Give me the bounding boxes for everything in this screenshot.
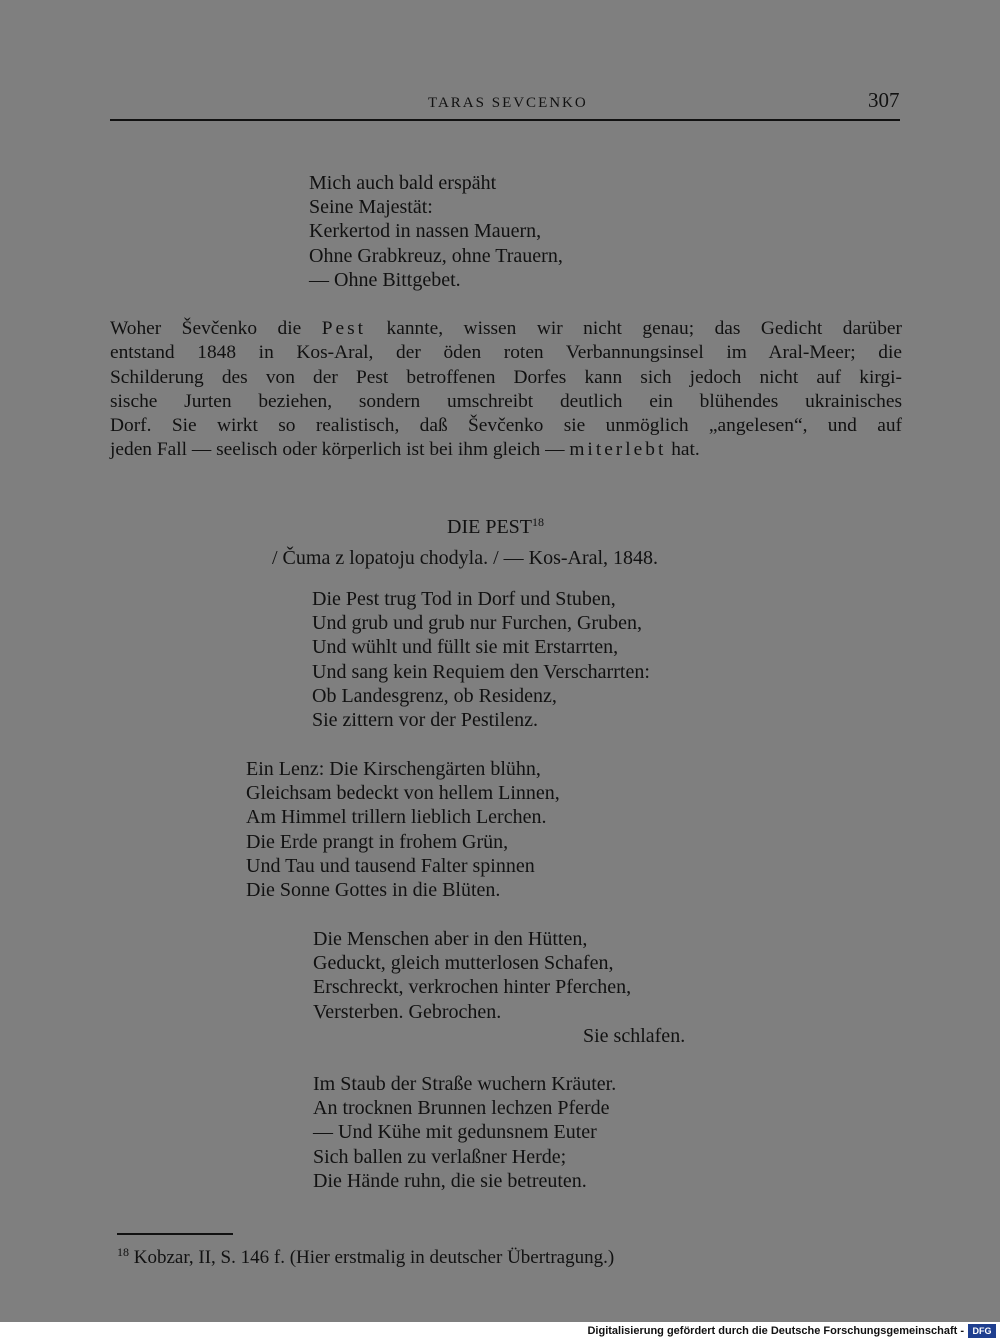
verse-line: Im Staub der Straße wuchern Kräuter. [313, 1073, 617, 1095]
poem-stanza-2 [246, 757, 560, 902]
spaced-word: miterlebt [569, 439, 667, 461]
verse-line: Ein Lenz: Die Kirschengärten blühn, [246, 758, 541, 780]
verse-line: — Und Kühe mit gedunsnem Euter [313, 1121, 597, 1144]
prose-line: sische Jurten beziehen, sondern umschreibt deutlich ein blühendes ukrainisches [110, 390, 902, 412]
footnote-number: 18 [117, 1245, 129, 1259]
verse-line: Ohne Grabkreuz, ohne Trauern, [309, 244, 563, 267]
prose-line: Woher Ševčenko die Pest kannte, wissen wir nicht genau; das Gedicht darüber [110, 318, 902, 339]
verse-line: Am Himmel trillern lieblich Lerchen. [246, 806, 547, 829]
verse-line: Die Erde prangt in frohem Grün, [246, 830, 509, 853]
opening-stanza [309, 171, 563, 292]
verse-line: Seine Majestät: [309, 196, 433, 219]
prose-line: Schilderung des von der Pest betroffenen Dorfes kann sich jedoch nicht auf kirgi- [110, 366, 902, 388]
verse-line: Ob Landesgrenz, ob Residenz, [312, 684, 557, 707]
header-rule [110, 119, 900, 121]
verse-line: An trocknen Brunnen lechzen Pferde [313, 1097, 610, 1120]
poem-stanza-4 [313, 1072, 616, 1193]
credit-text: Digitalisierung gefördert durch die Deutsche Forschungsgemeinschaft - [587, 1325, 964, 1337]
spaced-word: Pest [321, 318, 367, 339]
verse-line: Die Hände ruhn, die sie betreuten. [313, 1169, 587, 1192]
verse-line: Die Pest trug Tod in Dorf und Stuben, [312, 588, 616, 610]
verse-line: Die Menschen aber in den Hütten, [313, 928, 588, 950]
verse-line: Mich auch bald erspäht [309, 172, 497, 194]
page-number: 307 [868, 88, 900, 112]
poem-title: DIE PEST$^{18}$ [447, 515, 544, 538]
prose-line: entstand 1848 in Kos-Aral, der öden roten Verbannungsinsel im Aral-Meer; die [110, 342, 902, 364]
verse-line: Und Tau und tausend Falter spinnen [246, 854, 535, 877]
poem-stanza-1 [312, 587, 650, 732]
verse-line: Die Sonne Gottes in die Blüten. [246, 879, 501, 902]
verse-line: Geduckt, gleich mutterlosen Schafen, [313, 952, 614, 975]
verse-line: Versterben. Gebrochen. [313, 1000, 502, 1023]
verse-line: Erschreckt, verkrochen hinter Pferchen, [313, 976, 632, 999]
prose-paragraph [110, 317, 902, 463]
poem-subtitle: / Čuma z lopatoju chodyla. / — Kos-Aral, 1848. [272, 547, 659, 569]
footnote-marker: 18 [532, 515, 544, 529]
prose-line: Dorf. Sie wirkt so realistisch, daß Ševčenko sie unmöglich „angelesen“, und auf [110, 415, 902, 437]
verse-line: — Ohne Bittgebet. [309, 268, 461, 291]
footnote: $^{18}$ Kobzar, II, S. 146 f. (Hier erstmalig in deutscher Übertragung.) [117, 1245, 615, 1268]
verse-line: Und sang kein Requiem den Verscharrten: [312, 660, 650, 683]
verse-line: Sie schlafen. [583, 1024, 686, 1047]
running-header-title: TARAS SEVCENKO [428, 95, 588, 111]
footnote-rule [117, 1233, 233, 1235]
verse-line: Und grub und grub nur Furchen, Gruben, [312, 612, 642, 635]
verse-line: Sie zittern vor der Pestilenz. [312, 709, 539, 732]
verse-line: Gleichsam bedeckt von hellem Linnen, [246, 782, 560, 805]
verse-line: Kerkertod in nassen Mauern, [309, 220, 542, 243]
verse-line: Und wühlt und füllt sie mit Erstarrten, [312, 636, 619, 659]
dfg-logo-icon: DFG [968, 1324, 996, 1338]
verse-line: Sich ballen zu verlaßner Herde; [313, 1145, 567, 1168]
prose-line: jeden Fall — seelisch oder körperlich ist bei ihm gleich — miterlebt hat. [110, 439, 700, 461]
poem-stanza-3 [313, 927, 685, 1048]
